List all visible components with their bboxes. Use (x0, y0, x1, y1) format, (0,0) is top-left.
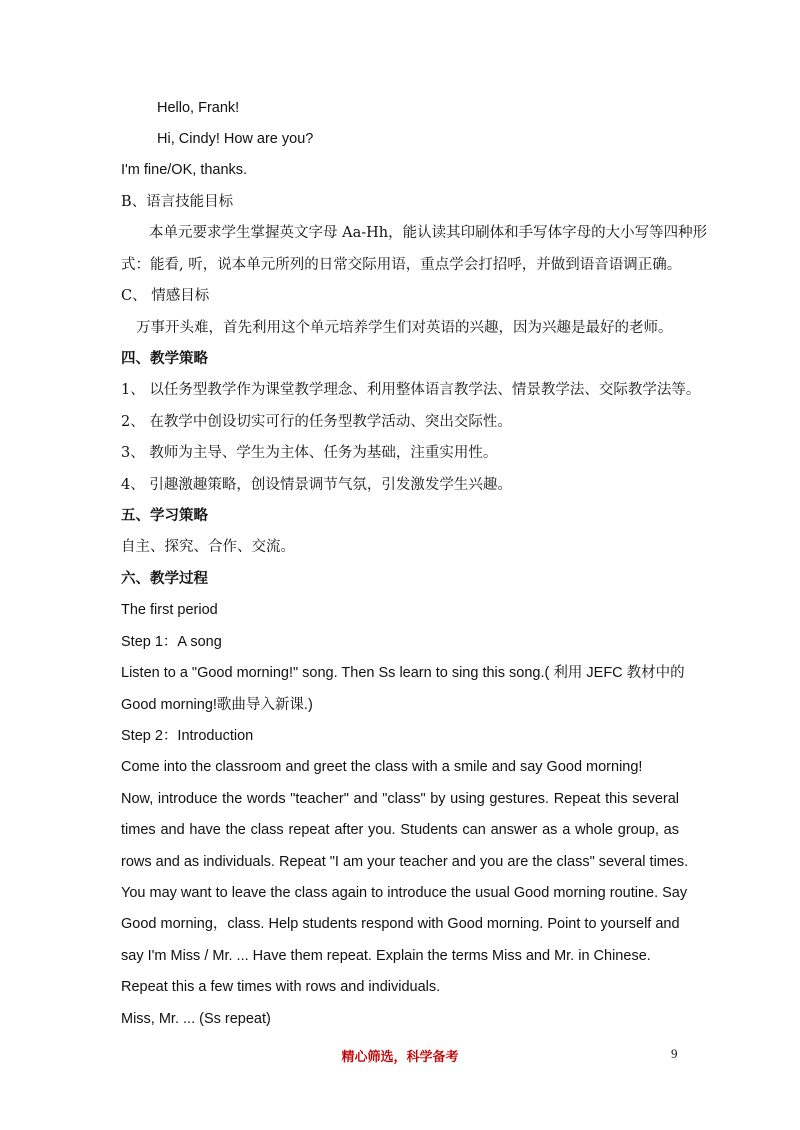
paragraph-line: Miss, Mr. ... (Ss repeat) (121, 1011, 271, 1027)
section-heading: B、语言技能目标 (121, 194, 234, 210)
paragraph-line: Good morning!歌曲导入新课.) (121, 697, 313, 713)
paragraph-line: times and have the class repeat after you. Students can answer as a whole group, as (121, 822, 679, 838)
period-title: The first period (121, 602, 218, 618)
paragraph-line: 本单元要求学生掌握英文字母 Aa-Hh，能认读其印刷体和手写体字母的大小写等四种形 (149, 225, 708, 241)
section-heading: 五、学习策略 (121, 507, 208, 524)
step-title: Step 2：Introduction (121, 728, 254, 744)
paragraph-line: Repeat this a few times with rows and individuals. (121, 979, 441, 995)
page-footer: 精心筛选，科学备考 (341, 1050, 459, 1065)
section-heading: 四、教学策略 (121, 350, 208, 367)
list-item: 4、 引趣激趣策略，创设情景调节气氛，引发激发学生兴趣。 (121, 477, 512, 493)
dialogue-line: Hi, Cindy! How are you? (157, 131, 314, 147)
page-number: 9 (671, 1046, 678, 1061)
paragraph-line: Listen to a "Good morning!" song. Then Ss learn to sing this song.( 利用 JEFC 教材中的 (121, 665, 685, 681)
section-heading: 六、教学过程 (121, 570, 208, 587)
paragraph-line: Good morning，class. Help students respond with Good morning. Point to yourself and (121, 916, 680, 932)
step-title: Step 1：A song (121, 634, 222, 650)
paragraph-line: You may want to leave the class again to introduce the usual Good morning routine. Say (121, 885, 688, 901)
paragraph-line: 自主、探究、合作、交流。 (121, 539, 295, 555)
paragraph-line: Come into the classroom and greet the class with a smile and say Good morning! (121, 759, 643, 775)
list-item: 2、 在教学中创设切实可行的任务型教学活动、突出交际性。 (121, 414, 512, 430)
dialogue-line: I'm fine/OK, thanks. (121, 162, 248, 178)
list-item: 3、 教师为主导、学生为主体、任务为基础，注重实用性。 (121, 445, 498, 461)
paragraph-line: 万事开头难，首先利用这个单元培养学生们对英语的兴趣，因为兴趣是最好的老师。 (136, 320, 673, 336)
paragraph-line: Now, introduce the words "teacher" and "class" by using gestures. Repeat this several (121, 791, 679, 807)
section-heading: C、 情感目标 (121, 288, 210, 304)
list-item: 1、 以任务型教学作为课堂教学理念、利用整体语言教学法、情景教学法、交际教学法等。 (121, 382, 701, 398)
paragraph-line: say I'm Miss / Mr. ... Have them repeat. Explain the terms Miss and Mr. in Chinese. (121, 948, 651, 964)
paragraph-line: 式：能看, 听，说本单元所列的日常交际用语，重点学会打招呼，并做到语音语调正确。 (121, 257, 682, 273)
dialogue-line: Hello, Frank! (157, 100, 240, 116)
paragraph-line: rows and as individuals. Repeat "I am your teacher and you are the class" several times. (121, 854, 689, 870)
